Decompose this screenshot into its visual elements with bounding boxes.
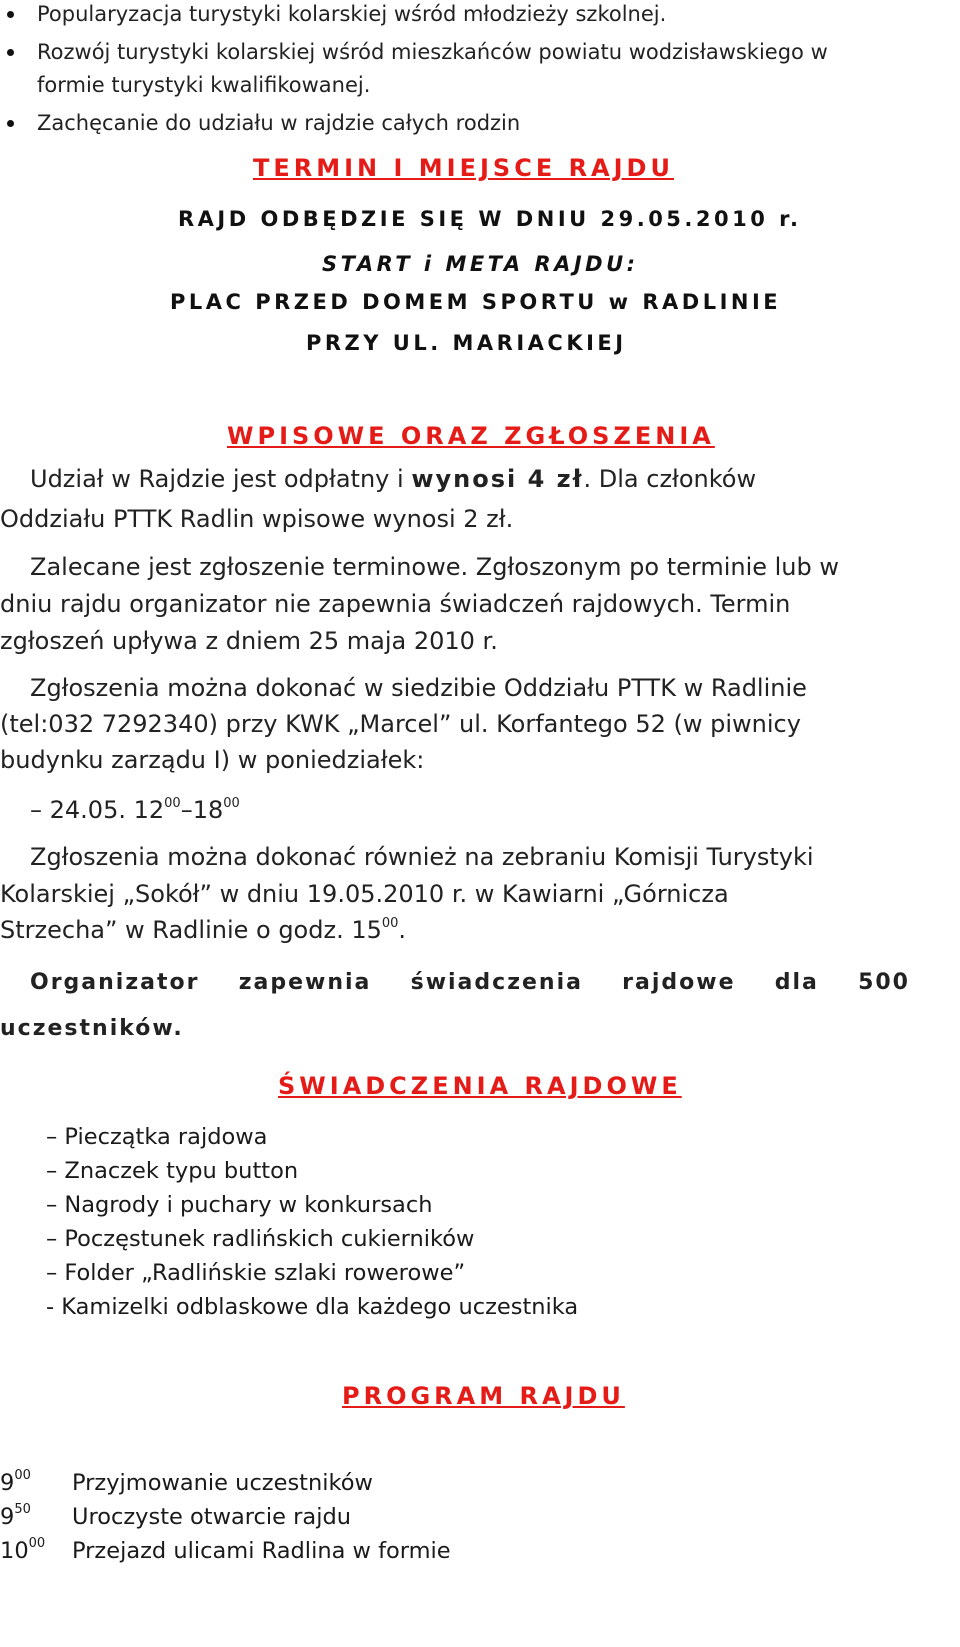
organizer-word: Organizator bbox=[30, 970, 200, 995]
organizer-word: dla bbox=[774, 970, 819, 995]
goal-item bbox=[37, 2, 666, 26]
organizer-word: 500 bbox=[858, 970, 910, 995]
meeting-text: Strzecha” w Radlinie o godz. 15 bbox=[0, 916, 382, 944]
section-heading-program: PROGRAM RAJDU bbox=[342, 1382, 625, 1410]
fee-paragraph-line: Oddziału PTTK Radlin wpisowe wynosi 2 zł. bbox=[0, 505, 514, 533]
benefit-item: – Pieczątka rajdowa bbox=[46, 1124, 268, 1150]
office-paragraph-line: budynku zarządu I) w poniedziałek: bbox=[0, 746, 425, 774]
program-time bbox=[0, 1470, 72, 1496]
bullet-icon bbox=[7, 11, 14, 18]
goal-text: Rozwój turystyki kolarskiej wśród mieszkańców powiatu wodzisławskiego w bbox=[37, 40, 828, 64]
program-hour: 9 bbox=[0, 1504, 15, 1530]
office-paragraph-line: Zgłoszenia można dokonać w siedzibie Oddziału PTTK w Radlinie bbox=[30, 674, 807, 702]
program-activity: Przyjmowanie uczestników bbox=[72, 1470, 373, 1496]
meeting-paragraph-line: Zgłoszenia można dokonać również na zebraniu Komisji Turystyki bbox=[30, 843, 814, 871]
hours-sup: 00 bbox=[164, 796, 181, 811]
organizer-statement bbox=[30, 970, 910, 995]
program-activity: Uroczyste otwarcie rajdu bbox=[72, 1504, 352, 1530]
program-hour: 10 bbox=[0, 1538, 29, 1564]
goal-text: Zachęcanie do udziału w rajdzie całych rodzin bbox=[37, 111, 521, 135]
registration-paragraph-line: Zalecane jest zgłoszenie terminowe. Zgłoszonym po terminie lub w bbox=[30, 553, 840, 581]
benefit-item: – Poczęstunek radlińskich cukierników bbox=[46, 1226, 475, 1252]
benefit-item: – Znaczek typu button bbox=[46, 1158, 299, 1184]
program-time bbox=[0, 1538, 72, 1564]
hours-sup: 00 bbox=[223, 796, 240, 811]
benefit-item: – Folder „Radlińskie szlaki rowerowe” bbox=[46, 1260, 466, 1286]
program-row bbox=[0, 1470, 373, 1496]
meeting-paragraph-line bbox=[0, 916, 406, 944]
office-paragraph-line: (tel:032 7292340) przy KWK „Marcel” ul. Korfantego 52 (w piwnicy bbox=[0, 710, 801, 738]
fee-paragraph bbox=[30, 465, 756, 493]
organizer-word: zapewnia bbox=[238, 970, 372, 995]
program-hour: 9 bbox=[0, 1470, 15, 1496]
hours-text: –18 bbox=[180, 796, 224, 824]
registration-paragraph-line: dniu rajdu organizator nie zapewnia świadczeń rajdowych. Termin bbox=[0, 590, 791, 618]
program-activity: Przejazd ulicami Radlina w formie bbox=[72, 1538, 451, 1564]
bullet-icon bbox=[7, 120, 14, 127]
meeting-sup: 00 bbox=[381, 916, 399, 931]
program-row bbox=[0, 1538, 451, 1564]
section-heading-termin: TERMIN I MIEJSCE RAJDU bbox=[253, 154, 674, 182]
fee-text: . Dla członków bbox=[583, 465, 757, 493]
bullet-icon bbox=[7, 49, 14, 56]
section-heading-wpisowe: WPISOWE ORAZ ZGŁOSZENIA bbox=[227, 422, 715, 450]
hours-text: – 24.05. 12 bbox=[30, 796, 165, 824]
start-finish-label: START i META RAJDU: bbox=[322, 252, 639, 276]
program-minute: 00 bbox=[14, 1468, 31, 1483]
rally-date: RAJD ODBĘDZIE SIĘ W DNIU 29.05.2010 r. bbox=[178, 207, 802, 231]
program-time bbox=[0, 1504, 72, 1530]
organizer-statement-line: uczestników. bbox=[0, 1016, 184, 1041]
goal-text: formie turystyki kwalifikowanej. bbox=[37, 73, 371, 97]
office-hours bbox=[30, 796, 240, 824]
organizer-word: świadczenia bbox=[410, 970, 583, 995]
goal-item-continued bbox=[37, 73, 370, 97]
benefit-item: - Kamizelki odblaskowe dla każdego uczestnika bbox=[46, 1294, 579, 1320]
program-row bbox=[0, 1504, 351, 1530]
meeting-text: . bbox=[398, 916, 407, 944]
goal-item bbox=[37, 40, 828, 64]
program-minute: 50 bbox=[14, 1502, 31, 1517]
organizer-word: rajdowe bbox=[622, 970, 736, 995]
goal-text: Popularyzacja turystyki kolarskiej wśród młodzieży szkolnej. bbox=[37, 2, 667, 26]
section-heading-swiadczenia: ŚWIADCZENIA RAJDOWE bbox=[278, 1072, 682, 1100]
registration-paragraph-line: zgłoszeń upływa z dniem 25 maja 2010 r. bbox=[0, 627, 498, 655]
program-minute: 00 bbox=[28, 1536, 46, 1551]
benefit-item: – Nagrody i puchary w konkursach bbox=[46, 1192, 433, 1218]
meeting-paragraph-line: Kolarskiej „Sokół” w dniu 19.05.2010 r. w Kawiarni „Górnicza bbox=[0, 880, 729, 908]
place-line: PLAC PRZED DOMEM SPORTU w RADLINIE bbox=[170, 290, 782, 314]
place-line: PRZY UL. MARIACKIEJ bbox=[306, 331, 627, 355]
goal-item bbox=[37, 111, 520, 135]
fee-text: Udział w Rajdzie jest odpłatny i bbox=[30, 465, 412, 493]
fee-amount: wynosi 4 zł bbox=[411, 465, 584, 493]
